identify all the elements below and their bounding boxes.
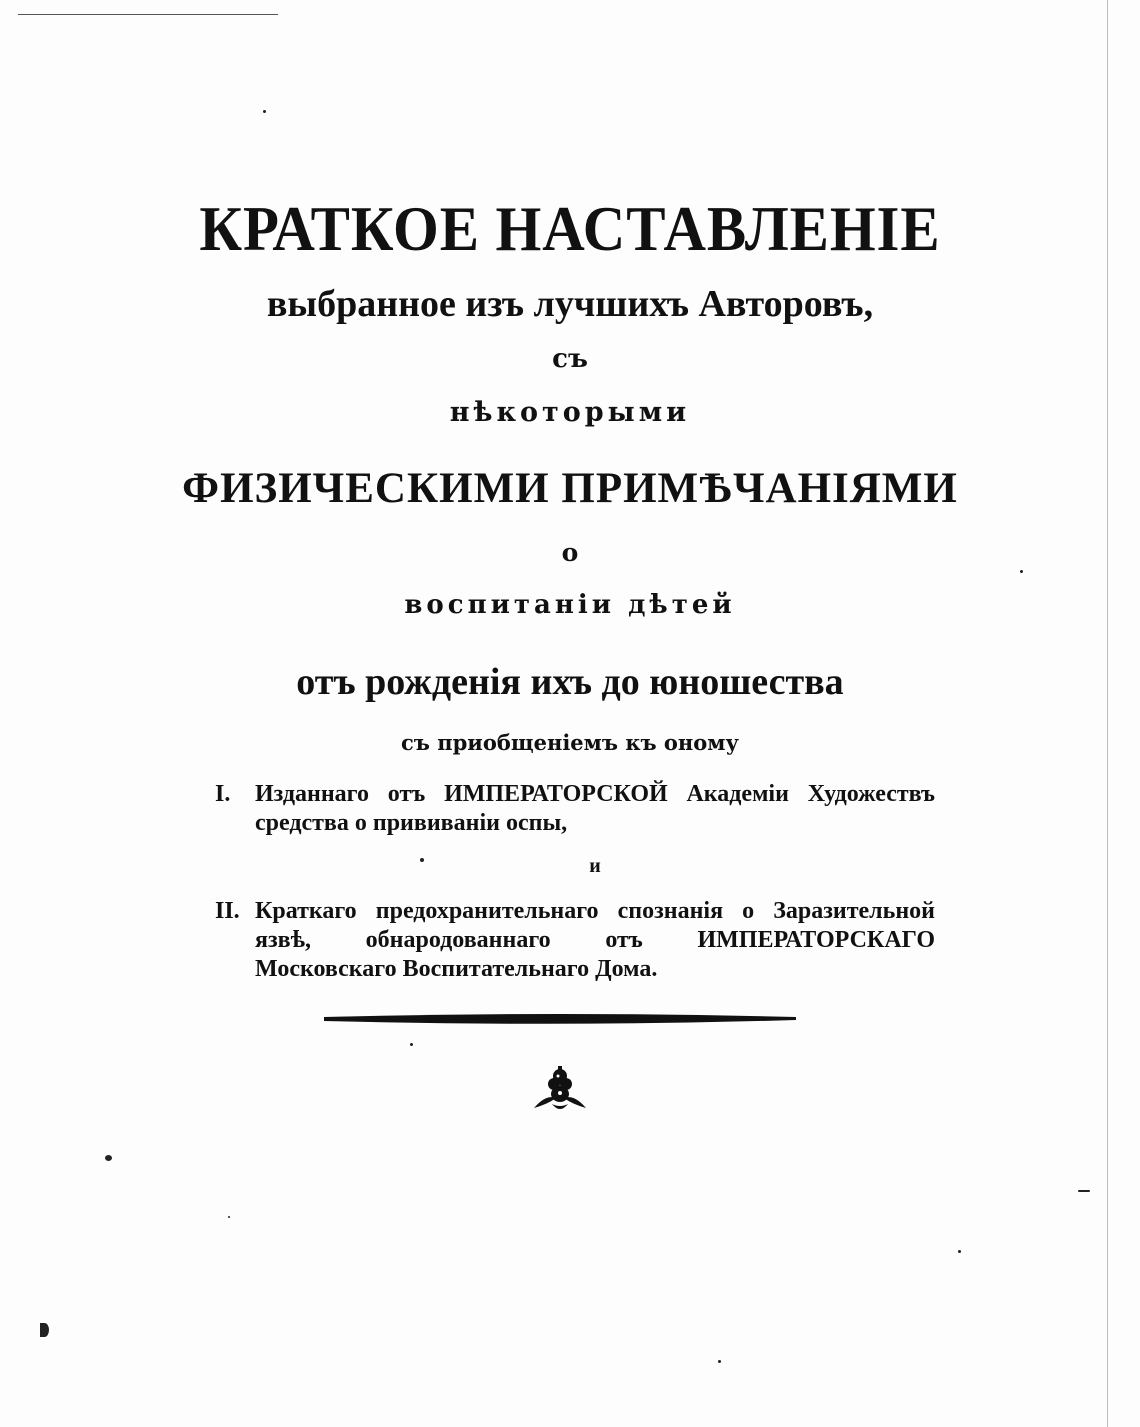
scan-speck	[105, 1155, 112, 1161]
with-word: съ	[552, 344, 588, 374]
scan-speck	[958, 1250, 961, 1253]
printers-flower-ornament-icon	[530, 1064, 590, 1114]
upbringing-heading: воспитаніи дѣтей	[404, 590, 736, 620]
some-word: нѣкоторыми	[449, 397, 691, 428]
scan-speck	[228, 1216, 230, 1218]
page-edge-top	[18, 14, 278, 15]
list-item	[215, 780, 935, 838]
scan-speck	[263, 110, 266, 113]
book-subtitle: выбранное изъ лучшихъ Авторовъ,	[266, 283, 874, 325]
book-title: КРАТКОЕ НАСТАВЛЕНІЕ	[199, 193, 941, 264]
item-text: Изданнаго отъ ИМПЕРАТОРСКОЙ Академіи Художествъ средства о прививаніи оспы,	[255, 781, 935, 836]
scan-speck	[40, 1323, 49, 1337]
with-addition-line: съ приобщеніемъ къ оному	[401, 730, 739, 755]
scan-speck	[410, 1043, 413, 1046]
item-number: II.	[215, 898, 240, 924]
scan-speck	[1020, 570, 1023, 573]
list-item	[215, 897, 935, 984]
thick-rule-icon	[322, 1011, 798, 1027]
about-word: о	[561, 538, 579, 567]
and-word: и	[589, 855, 601, 877]
physical-notes-heading: ФИЗИЧЕСКИМИ ПРИМѢЧАНІЯМИ	[182, 465, 958, 512]
from-birth-line: отъ рожденія ихъ до юношества	[296, 661, 844, 703]
item-text: Краткаго предохранительнаго спознанія о Заразительной язвѣ, обнародованнаго отъ ИМПЕРАТОРСКАГО Московскаго Воспитательнаго Дома.	[255, 898, 935, 982]
scan-speck	[718, 1360, 721, 1363]
appendix-list	[215, 780, 935, 984]
scan-speck	[1078, 1190, 1090, 1192]
item-number: I.	[215, 781, 231, 807]
page-edge-right	[1107, 0, 1108, 1427]
